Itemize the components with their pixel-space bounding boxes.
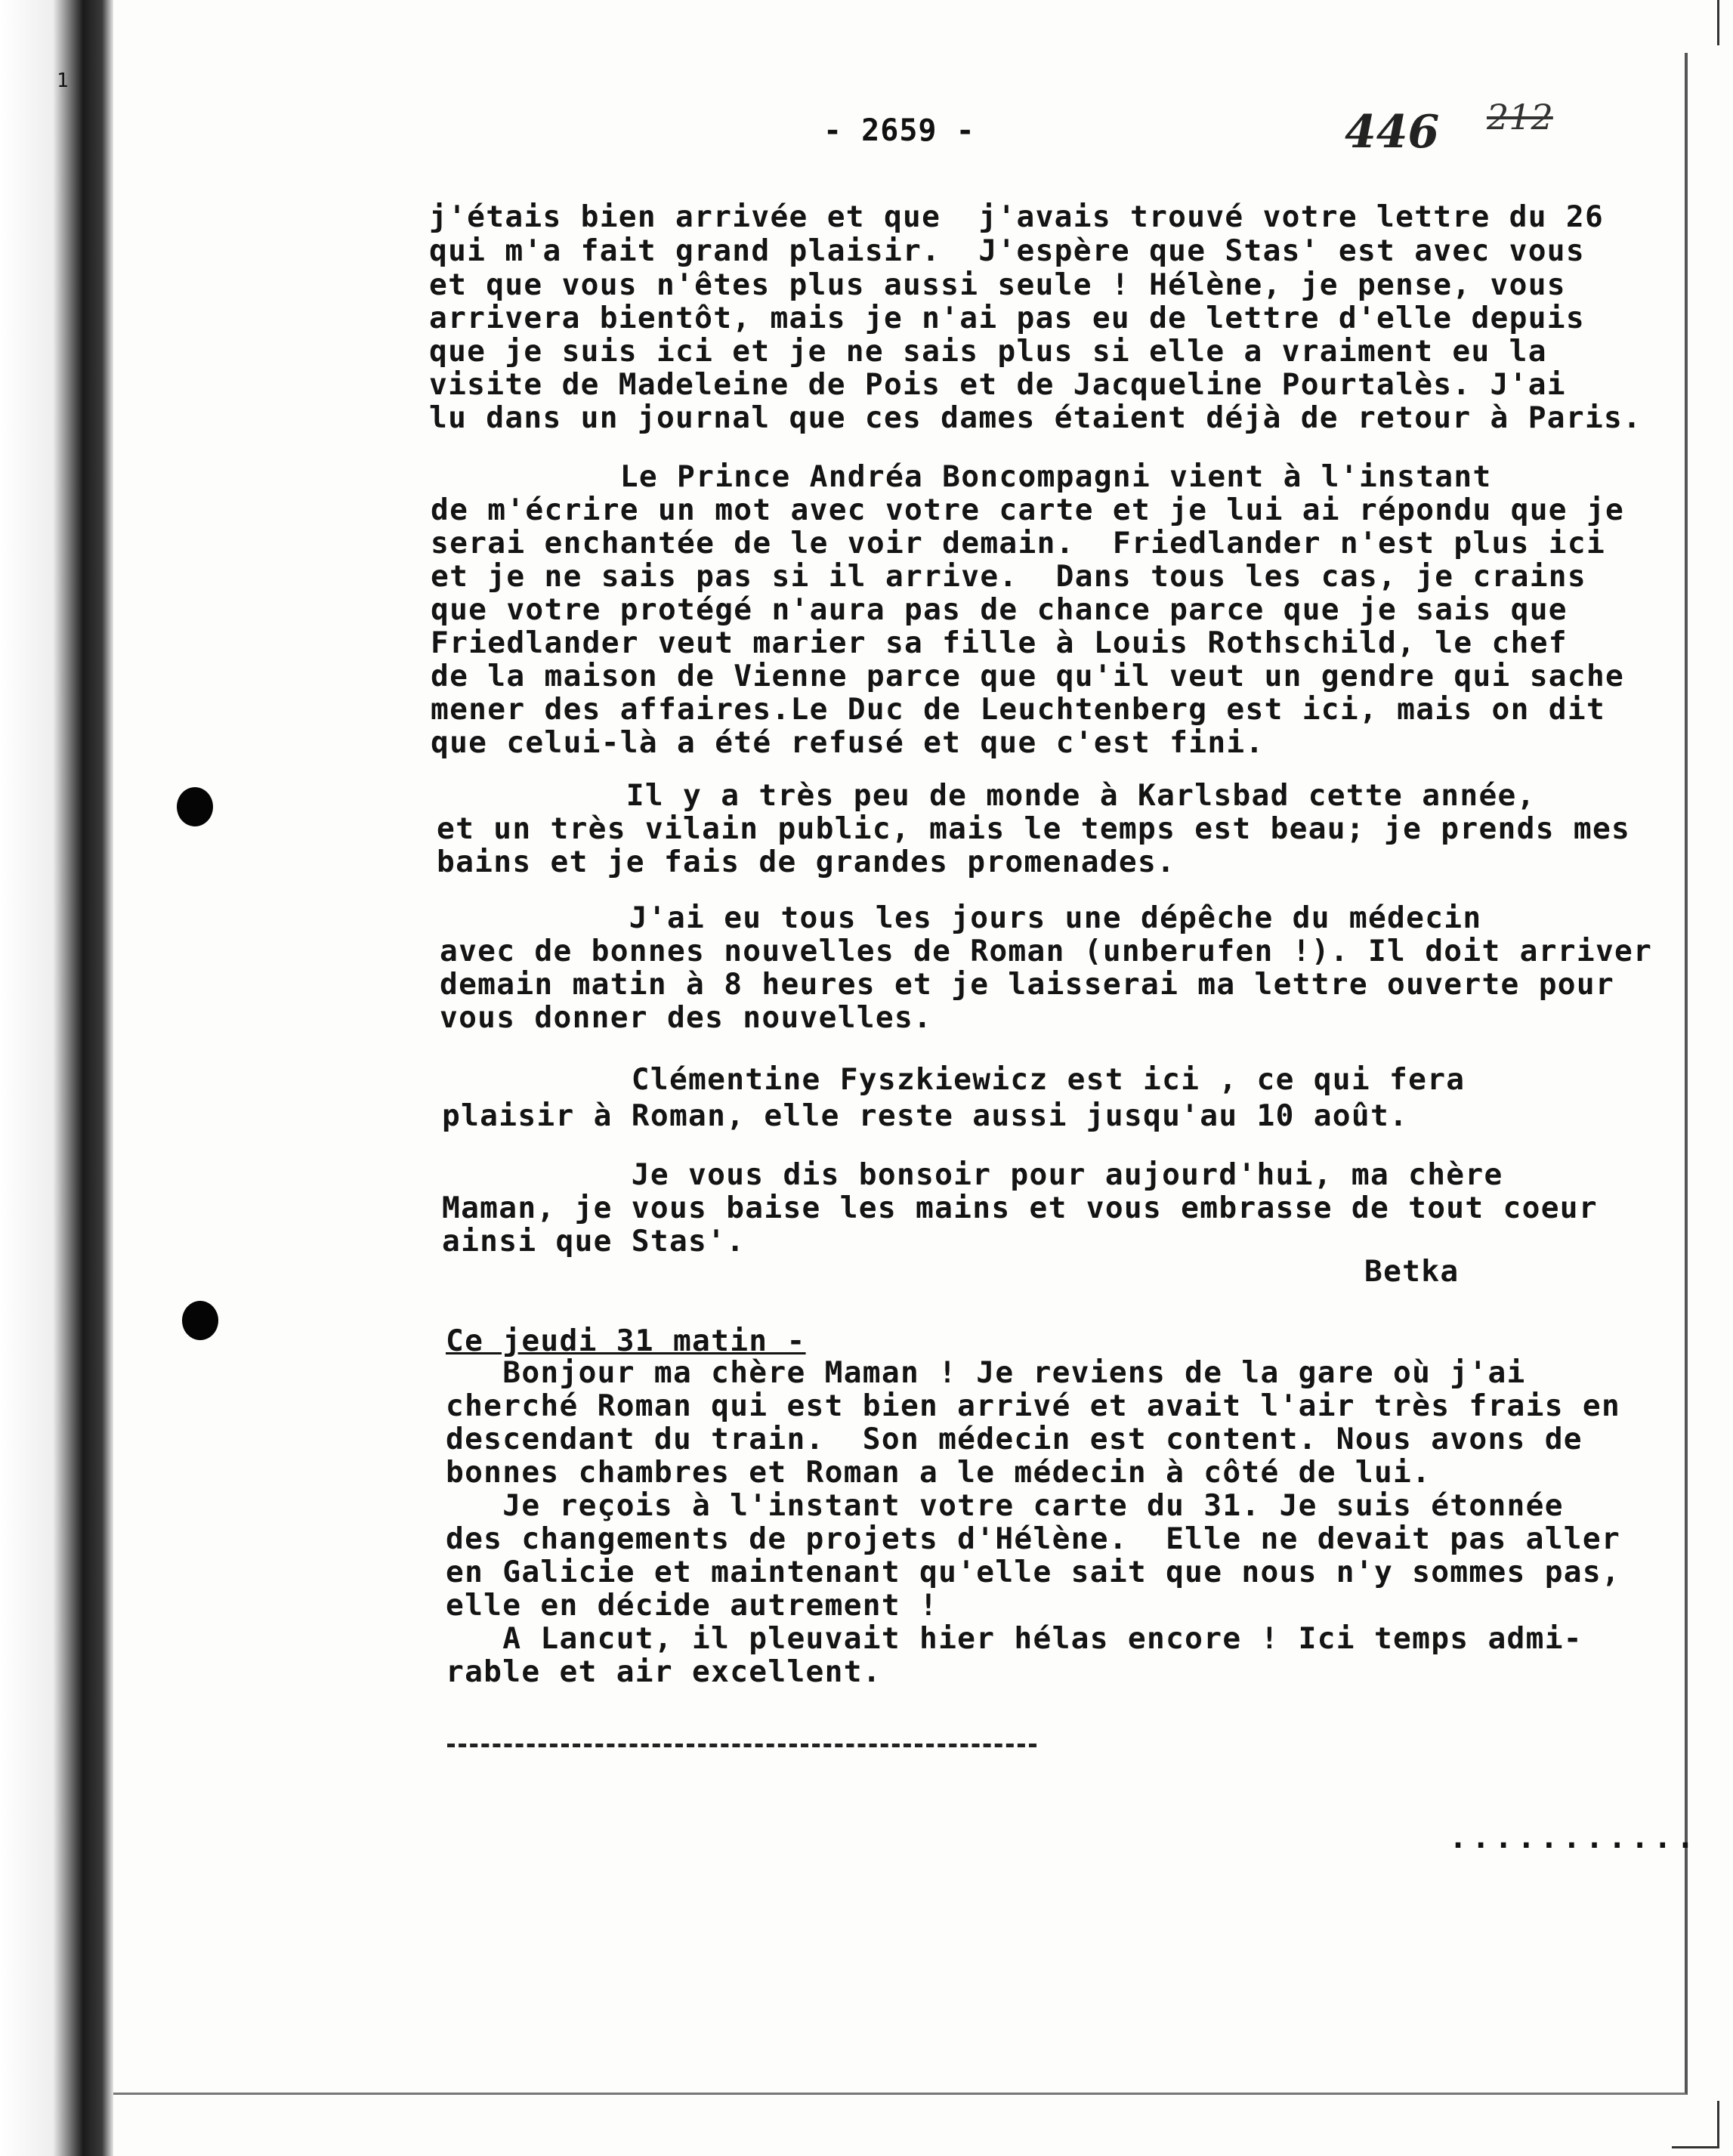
text-line: Je vous dis bonsoir pour aujourd'hui, ma chère xyxy=(442,1157,1503,1192)
text-line: Bonjour ma chère Maman ! Je reviens de la gare où j'ai xyxy=(446,1355,1526,1390)
text-line: bains et je fais de grandes promenades. xyxy=(437,845,1176,879)
signature-betka: Betka xyxy=(1364,1254,1460,1289)
handwritten-folio-number: 446 xyxy=(1345,106,1440,159)
text-line: Clémentine Fyszkiewicz est ici , ce qui fera xyxy=(442,1062,1466,1097)
text-line: A Lancut, il pleuvait hier hélas encore ! Ici temps admi- xyxy=(446,1621,1583,1656)
text-line: rable et air excellent. xyxy=(446,1654,882,1689)
text-line: cherché Roman qui est bien arrivé et avait l'air très frais en xyxy=(446,1388,1621,1423)
text-line: qui m'a fait grand plaisir. J'espère que Stas' est avec vous xyxy=(429,233,1585,268)
corner-mark-top-right xyxy=(1699,0,1719,45)
text-line: elle en décide autrement ! xyxy=(446,1588,939,1623)
text-line: mener des affaires.Le Duc de Leuchtenberg est ici, mais on dit xyxy=(431,692,1606,727)
text-line: avec de bonnes nouvelles de Roman (unberufen !). Il doit arriver xyxy=(440,934,1653,968)
text-line: des changements de projets d'Hélène. Elle ne devait pas aller xyxy=(446,1521,1621,1556)
margin-number: 1 xyxy=(57,69,69,92)
text-line: de la maison de Vienne parce que qu'il veut un gendre qui sache xyxy=(431,659,1625,693)
punch-hole-top xyxy=(177,787,213,826)
text-line: et je ne sais pas si il arrive. Dans tous les cas, je crains xyxy=(431,559,1586,594)
text-line: Je reçois à l'instant votre carte du 31. Je suis étonnée xyxy=(446,1488,1564,1523)
text-line: Maman, je vous baise les mains et vous embrasse de tout coeur xyxy=(442,1191,1598,1225)
text-line: vous donner des nouvelles. xyxy=(440,1000,933,1035)
text-line: et que vous n'êtes plus aussi seule ! Hélène, je pense, vous xyxy=(429,267,1566,302)
text-line: Friedlander veut marier sa fille à Louis Rothschild, le chef xyxy=(431,625,1568,660)
text-line: lu dans un journal que ces dames étaient déjà de retour à Paris. xyxy=(429,400,1642,435)
continuation-dots: ........... xyxy=(1449,1821,1699,1855)
text-line: J'ai eu tous les jours une dépêche du médecin xyxy=(440,900,1482,935)
page-number: - 2659 - xyxy=(823,113,975,148)
text-line: et un très vilain public, mais le temps est beau; je prends mes xyxy=(437,811,1631,846)
text-line: que votre protégé n'aura pas de chance parce que je sais que xyxy=(431,592,1568,627)
text-line: Le Prince Andréa Boncompagni vient à l'instant xyxy=(431,459,1492,494)
text-line: en Galicie et maintenant qu'elle sait que nous n'y sommes pas, xyxy=(446,1555,1621,1589)
corner-mark-bottom-right xyxy=(1672,2101,1719,2148)
text-line: que celui-là a été refusé et que c'est fini. xyxy=(431,725,1265,760)
separator-rule xyxy=(447,1744,1036,1747)
text-line: bonnes chambres et Roman a le médecin à côté de lui. xyxy=(446,1455,1432,1490)
punch-hole-bottom xyxy=(182,1301,218,1340)
text-line: j'étais bien arrivée et que j'avais trouvé votre lettre du 26 xyxy=(429,199,1605,234)
text-line: ainsi que Stas'. xyxy=(442,1224,746,1259)
text-line: plaisir à Roman, elle reste aussi jusqu'au 10 août. xyxy=(442,1098,1409,1133)
crossed-archive-number: 212 xyxy=(1487,97,1553,137)
text-line: de m'écrire un mot avec votre carte et je lui ai répondu que je xyxy=(431,493,1625,527)
text-line: arrivera bientôt, mais je n'ai pas eu de lettre d'elle depuis xyxy=(429,301,1585,335)
text-line: Il y a très peu de monde à Karlsbad cette année, xyxy=(437,778,1536,813)
postscript-heading: Ce jeudi 31 matin - xyxy=(446,1324,806,1358)
text-line: serai enchantée de le voir demain. Friedlander n'est plus ici xyxy=(431,526,1606,561)
text-line: descendant du train. Son médecin est content. Nous avons de xyxy=(446,1422,1583,1456)
text-line: demain matin à 8 heures et je laisserai ma lettre ouverte pour xyxy=(440,967,1615,1002)
scan-edge xyxy=(0,0,113,2156)
text-line: visite de Madeleine de Pois et de Jacqueline Pourtalès. J'ai xyxy=(429,367,1566,402)
text-line: que je suis ici et je ne sais plus si elle a vraiment eu la xyxy=(429,334,1547,369)
